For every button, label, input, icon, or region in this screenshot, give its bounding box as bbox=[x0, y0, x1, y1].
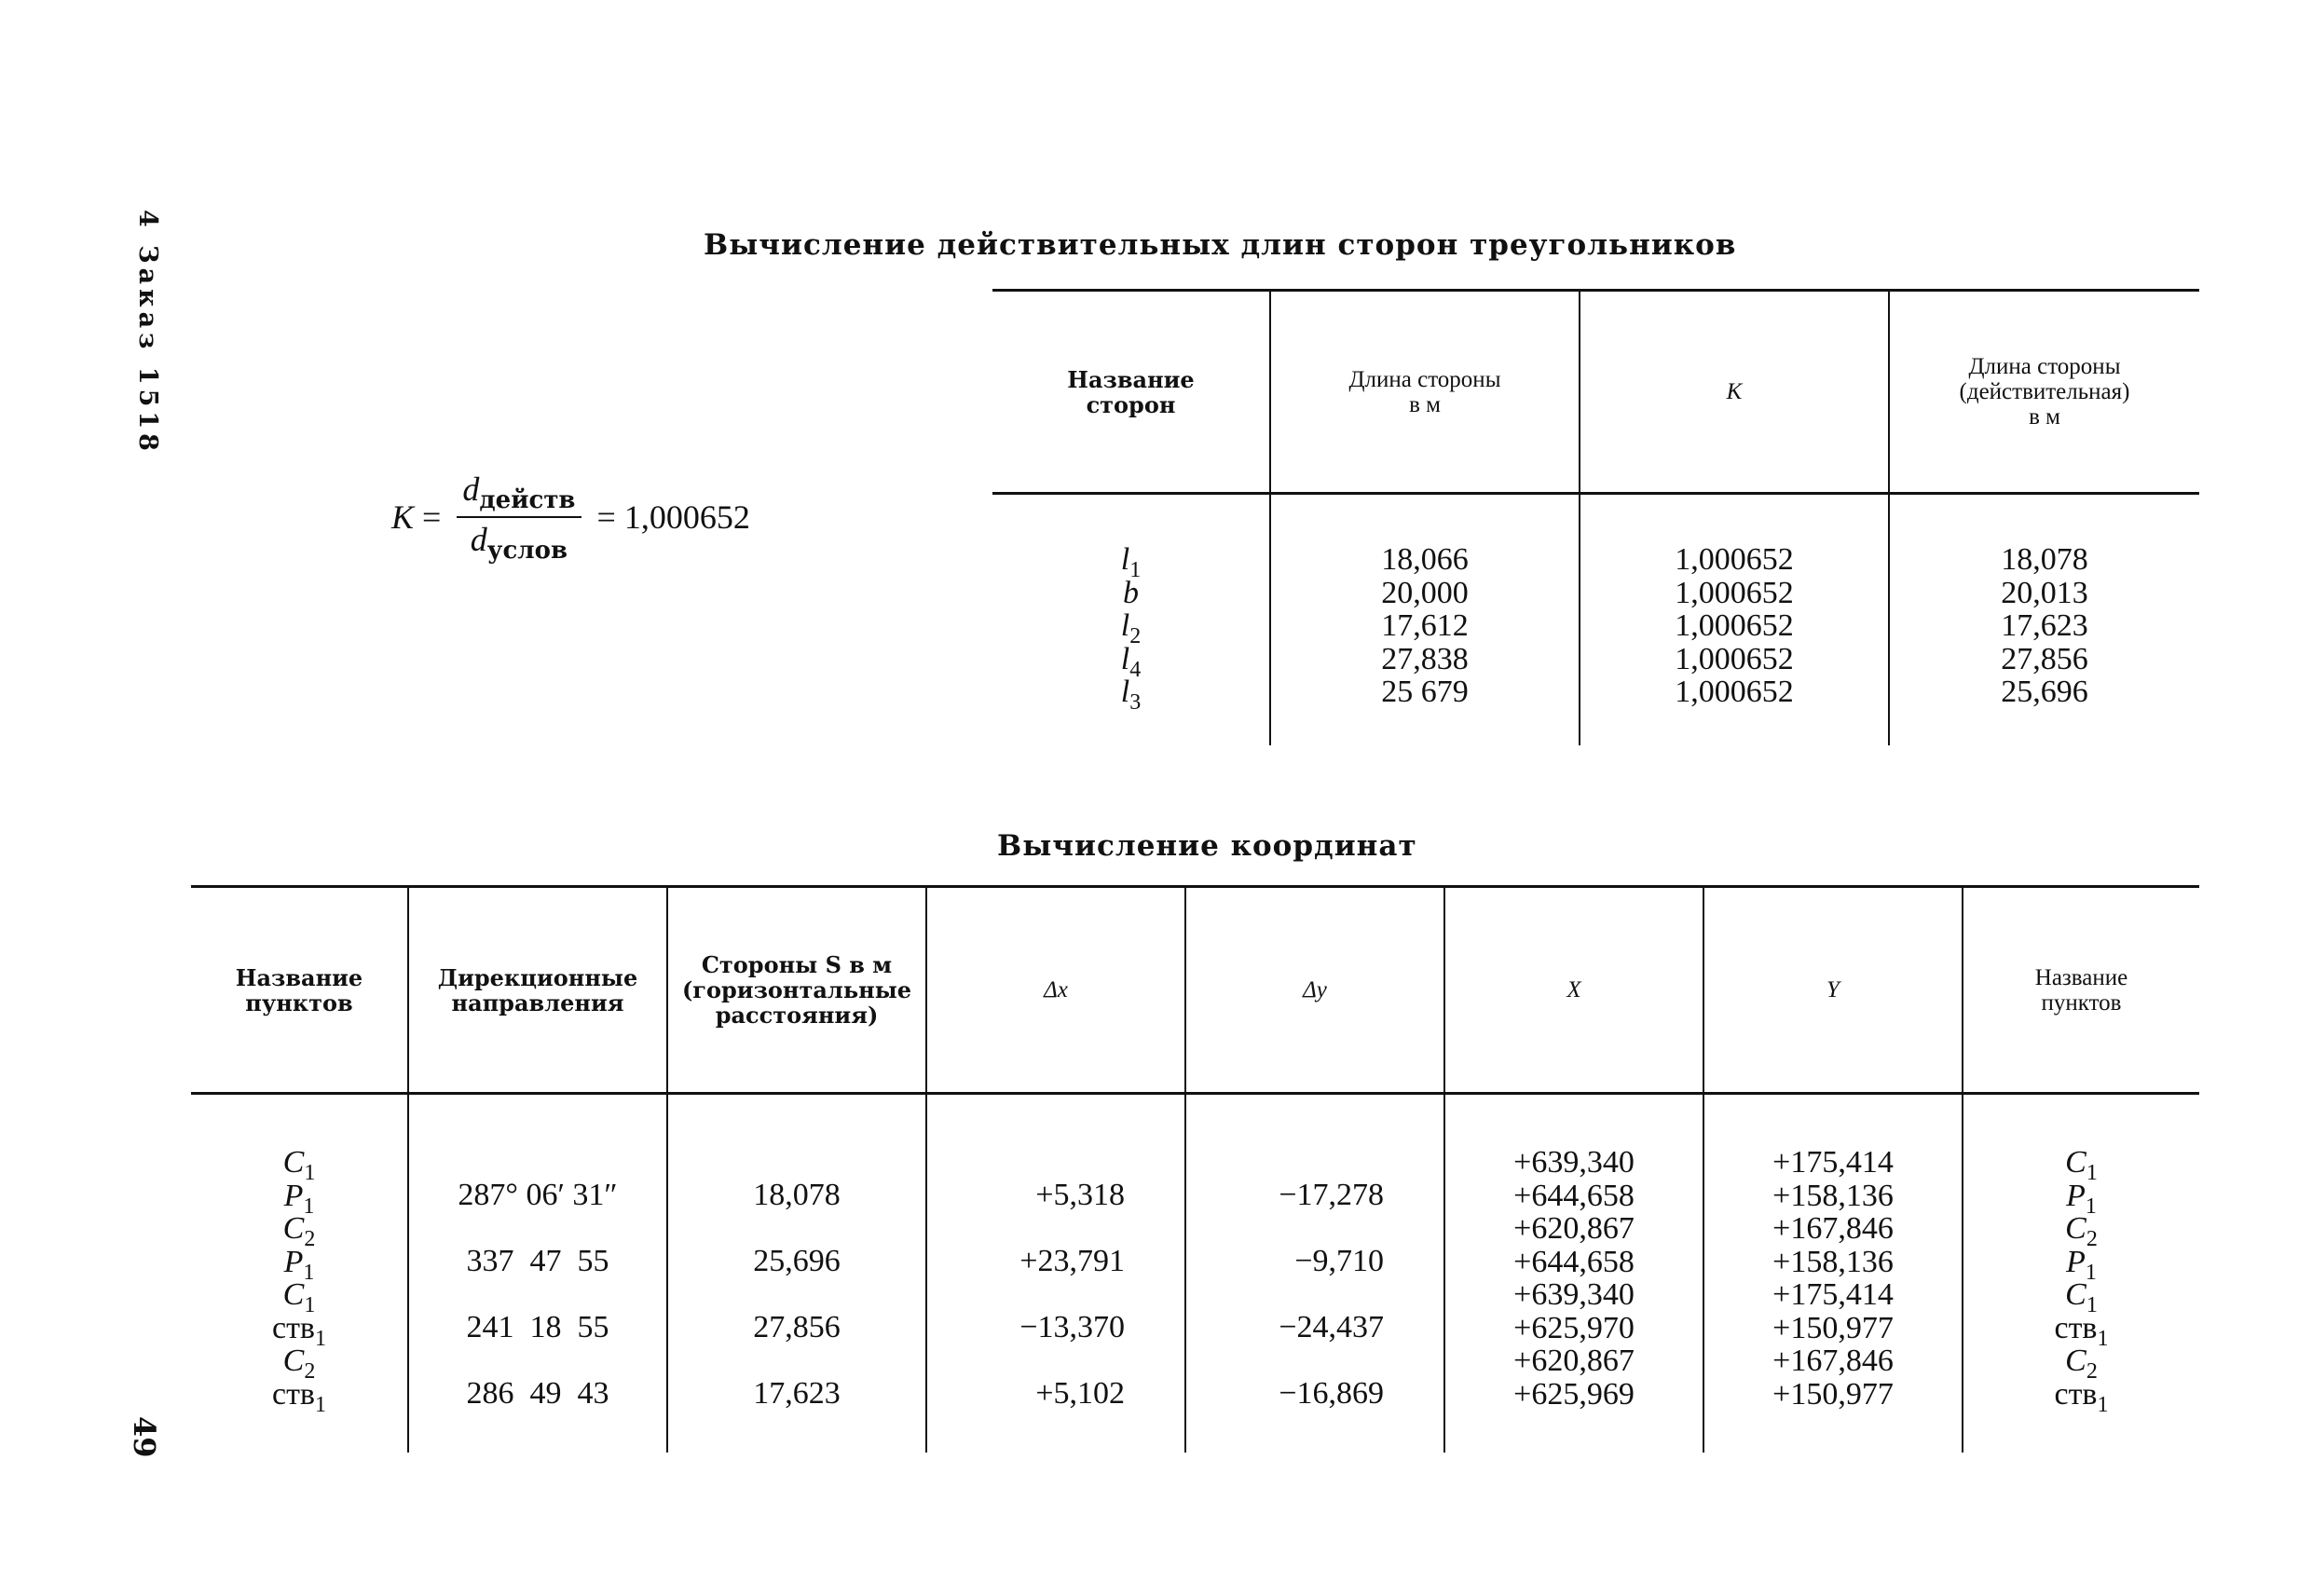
y-value: +167,846 bbox=[1772, 1344, 1894, 1378]
point-name-left-symbol: P bbox=[283, 1178, 304, 1213]
point-name-right-subscript: 2 bbox=[2086, 1226, 2098, 1251]
x-value: +625,969 bbox=[1513, 1376, 1635, 1412]
point-name-left-symbol: ств bbox=[271, 1310, 315, 1345]
point-name-left-subscript: 2 bbox=[304, 1226, 316, 1251]
margin-note: 4 Заказ 1518 bbox=[133, 210, 162, 456]
t1-header-2-line-0: K bbox=[1726, 379, 1743, 404]
t1-header-3-line-1: (действительная) bbox=[1959, 379, 2130, 404]
side-name bbox=[993, 641, 1268, 682]
coordinates-table bbox=[191, 885, 2199, 1453]
point-name-left-symbol: ств bbox=[271, 1376, 315, 1412]
formula-result: 1,000652 bbox=[623, 498, 750, 536]
side-s-column bbox=[667, 1094, 926, 1453]
y-value: +175,414 bbox=[1772, 1145, 1894, 1180]
point-name-right-subscript: 1 bbox=[2086, 1160, 2098, 1185]
y-value: +150,977 bbox=[1772, 1376, 1894, 1412]
point-name-left bbox=[192, 1344, 406, 1384]
point-name-left bbox=[192, 1244, 406, 1285]
actual-length-column bbox=[1889, 494, 2199, 745]
point-name-right-subscript: 1 bbox=[2085, 1260, 2097, 1285]
t1-header-3-line-2: в м bbox=[2029, 404, 2060, 430]
dx-column bbox=[926, 1094, 1185, 1453]
y-value: +158,136 bbox=[1772, 1178, 1894, 1213]
point-name-left bbox=[192, 1211, 406, 1251]
point-name-left bbox=[192, 1277, 406, 1317]
direction-column bbox=[408, 1094, 667, 1453]
point-name-right-subscript: 2 bbox=[2086, 1358, 2098, 1384]
actual-length-value: 18,078 bbox=[2001, 542, 2088, 577]
direction-value: 287° 06′ 31″ bbox=[458, 1178, 618, 1212]
x-value: +639,340 bbox=[1513, 1145, 1635, 1180]
t2-header-2-line-1: (горизонтальные bbox=[681, 976, 912, 1003]
point-name-right-subscript: 1 bbox=[2085, 1194, 2097, 1219]
dx-value: −13,370 bbox=[1019, 1310, 1125, 1344]
x-value: +644,658 bbox=[1513, 1244, 1635, 1279]
formula-lhs: K bbox=[391, 498, 415, 536]
point-name-left-subscript: 1 bbox=[315, 1326, 326, 1351]
side-s-value: 27,856 bbox=[753, 1310, 841, 1344]
formula-numerator: $d_{действ}$ bbox=[457, 470, 581, 518]
x-column bbox=[1444, 1094, 1703, 1453]
k-value: 1,000652 bbox=[1675, 641, 1794, 676]
side-name bbox=[993, 542, 1268, 582]
point-name-left-subscript: 1 bbox=[315, 1392, 326, 1417]
t2-header-7 bbox=[1963, 887, 2199, 1094]
point-name-left-subscript: 1 bbox=[304, 1292, 316, 1317]
t2-header-3 bbox=[926, 887, 1185, 1094]
t1-header-1 bbox=[1270, 291, 1580, 494]
y-value: +175,414 bbox=[1772, 1277, 1894, 1312]
t1-header-2 bbox=[1580, 291, 1889, 494]
t2-header-0-line-0: Название bbox=[235, 963, 363, 991]
point-name-left bbox=[192, 1145, 406, 1185]
t2-header-5-line-0: X bbox=[1566, 977, 1581, 1003]
t2-header-5 bbox=[1444, 887, 1703, 1094]
point-name-right bbox=[1964, 1277, 2198, 1317]
side-length-value: 20,000 bbox=[1381, 575, 1469, 610]
side-name-symbol: l bbox=[1120, 641, 1130, 676]
side-name-symbol: l bbox=[1120, 608, 1130, 643]
t2-header-7-line-1: пунктов bbox=[2041, 989, 2122, 1016]
point-names-right-column bbox=[1963, 1094, 2199, 1453]
point-name-left-symbol: P bbox=[283, 1244, 304, 1279]
point-name-right bbox=[1964, 1211, 2198, 1251]
side-length-value: 18,066 bbox=[1381, 542, 1469, 577]
formula-fraction bbox=[457, 470, 581, 565]
k-value: 1,000652 bbox=[1675, 542, 1794, 577]
dx-value: +5,102 bbox=[1035, 1376, 1125, 1411]
point-name-right bbox=[1964, 1178, 2198, 1219]
point-name-right bbox=[1964, 1145, 2198, 1185]
point-name-left-symbol: C bbox=[282, 1211, 305, 1246]
point-name-right-symbol: P bbox=[2066, 1178, 2086, 1213]
point-name-right bbox=[1964, 1376, 2198, 1417]
t2-header-2-line-2: расстояния) bbox=[715, 1002, 879, 1029]
section1-title: Вычисление действительных длин сторон треугольников bbox=[704, 228, 1737, 262]
t2-header-0-line-1: пунктов bbox=[245, 989, 353, 1016]
point-name-right-symbol: C bbox=[2065, 1145, 2086, 1180]
section2-title: Вычисление координат bbox=[997, 829, 1417, 863]
side-length-column bbox=[1270, 494, 1580, 745]
point-name-left bbox=[192, 1178, 406, 1219]
t2-header-4-line-0: Δy bbox=[1303, 977, 1327, 1003]
t2-header-0 bbox=[191, 887, 408, 1094]
t2-header-1-line-1: направления bbox=[451, 989, 624, 1016]
dy-value: −17,278 bbox=[1279, 1178, 1384, 1212]
t2-header-2-line-0: Стороны S в м bbox=[701, 951, 893, 978]
t2-header-1 bbox=[408, 887, 667, 1094]
point-name-left-symbol: C bbox=[282, 1277, 305, 1312]
x-value: +620,867 bbox=[1513, 1211, 1635, 1246]
side-name-column bbox=[992, 494, 1270, 745]
side-name-symbol: b bbox=[1123, 575, 1139, 610]
t1-header-0-line-1: сторон bbox=[1086, 390, 1176, 418]
side-s-value: 25,696 bbox=[753, 1244, 841, 1278]
t2-header-3-line-0: Δx bbox=[1044, 977, 1068, 1003]
point-name-left-symbol: C bbox=[282, 1145, 305, 1180]
t1-header-0 bbox=[992, 291, 1270, 494]
point-name-left-symbol: C bbox=[282, 1344, 305, 1378]
y-value: +150,977 bbox=[1772, 1310, 1894, 1345]
side-length-value: 17,612 bbox=[1381, 608, 1469, 643]
direction-value: 241 18 55 bbox=[466, 1310, 609, 1344]
side-name bbox=[993, 608, 1268, 648]
t2-header-4 bbox=[1185, 887, 1444, 1094]
point-name-left-subscript: 2 bbox=[304, 1358, 316, 1384]
x-value: +625,970 bbox=[1513, 1310, 1635, 1345]
t2-header-2 bbox=[667, 887, 926, 1094]
side-name bbox=[993, 577, 1268, 610]
y-column bbox=[1703, 1094, 1963, 1453]
side-length-value: 25 679 bbox=[1381, 675, 1469, 709]
side-s-value: 17,623 bbox=[753, 1376, 841, 1411]
dy-value: −16,869 bbox=[1279, 1376, 1384, 1411]
t2-header-6 bbox=[1703, 887, 1963, 1094]
side-s-value: 18,078 bbox=[753, 1178, 841, 1212]
y-value: +167,846 bbox=[1772, 1211, 1894, 1246]
t2-header-1-line-0: Дирекционные bbox=[437, 963, 638, 991]
point-name-right bbox=[1964, 1244, 2198, 1285]
dy-value: −24,437 bbox=[1279, 1310, 1384, 1344]
actual-length-value: 27,856 bbox=[2001, 641, 2088, 676]
direction-value: 337 47 55 bbox=[466, 1244, 609, 1278]
k-formula bbox=[391, 471, 750, 564]
dy-column bbox=[1185, 1094, 1444, 1453]
t1-header-1-line-1: в м bbox=[1409, 391, 1441, 417]
side-name-subscript: 3 bbox=[1129, 689, 1142, 715]
point-name-right-symbol: P bbox=[2066, 1244, 2086, 1279]
x-value: +620,867 bbox=[1513, 1344, 1635, 1378]
t1-header-3-line-0: Длина стороны bbox=[1968, 354, 2121, 379]
point-names-left-column bbox=[191, 1094, 408, 1453]
page-number: 49 bbox=[127, 1416, 162, 1458]
k-value: 1,000652 bbox=[1675, 608, 1794, 643]
k-value: 1,000652 bbox=[1675, 675, 1794, 709]
t1-header-3 bbox=[1889, 291, 2199, 494]
point-name-right-symbol: C bbox=[2065, 1277, 2086, 1312]
actual-length-value: 25,696 bbox=[2001, 675, 2088, 709]
side-name-subscript: 4 bbox=[1129, 657, 1142, 682]
point-name-right-symbol: ств bbox=[2054, 1310, 2098, 1345]
point-name-right-symbol: ств bbox=[2054, 1376, 2098, 1412]
side-name-symbol: l bbox=[1120, 675, 1130, 709]
point-name-left bbox=[192, 1376, 406, 1417]
actual-length-value: 17,623 bbox=[2001, 608, 2088, 643]
point-name-right-subscript: 1 bbox=[2086, 1292, 2098, 1317]
x-value: +644,658 bbox=[1513, 1178, 1635, 1213]
direction-value: 286 49 43 bbox=[466, 1376, 609, 1411]
dx-value: +5,318 bbox=[1035, 1178, 1125, 1212]
formula-equals-2: = bbox=[588, 498, 624, 536]
point-name-right bbox=[1964, 1310, 2198, 1351]
point-name-left-subscript: 1 bbox=[304, 1160, 316, 1185]
x-value: +639,340 bbox=[1513, 1277, 1635, 1312]
point-name-left-subscript: 1 bbox=[303, 1260, 315, 1285]
t2-header-6-line-0: Y bbox=[1826, 977, 1840, 1003]
side-length-value: 27,838 bbox=[1381, 641, 1469, 676]
point-name-left bbox=[192, 1310, 406, 1351]
dx-value: +23,791 bbox=[1019, 1244, 1125, 1278]
dy-value: −9,710 bbox=[1294, 1244, 1384, 1278]
point-name-right-symbol: C bbox=[2065, 1211, 2086, 1246]
side-name-subscript: 1 bbox=[1129, 557, 1142, 582]
k-column bbox=[1580, 494, 1889, 745]
point-name-right-subscript: 1 bbox=[2097, 1326, 2109, 1351]
side-name-subscript: 2 bbox=[1129, 623, 1142, 648]
point-name-right-subscript: 1 bbox=[2097, 1392, 2109, 1417]
side-lengths-table bbox=[992, 289, 2199, 745]
y-value: +158,136 bbox=[1772, 1244, 1894, 1279]
formula-denominator: $d_{услов}$ bbox=[470, 521, 568, 566]
point-name-left-subscript: 1 bbox=[303, 1194, 315, 1219]
t1-header-1-line-0: Длина стороны bbox=[1348, 366, 1501, 392]
point-name-right bbox=[1964, 1344, 2198, 1384]
t1-header-0-line-0: Название bbox=[1067, 365, 1195, 393]
actual-length-value: 20,013 bbox=[2001, 575, 2088, 610]
t2-header-7-line-0: Название bbox=[2034, 964, 2128, 990]
point-name-right-symbol: C bbox=[2065, 1344, 2086, 1378]
k-value: 1,000652 bbox=[1675, 575, 1794, 610]
formula-equals-1: = bbox=[414, 498, 450, 536]
side-name-symbol: l bbox=[1120, 542, 1130, 577]
side-name bbox=[993, 675, 1268, 715]
